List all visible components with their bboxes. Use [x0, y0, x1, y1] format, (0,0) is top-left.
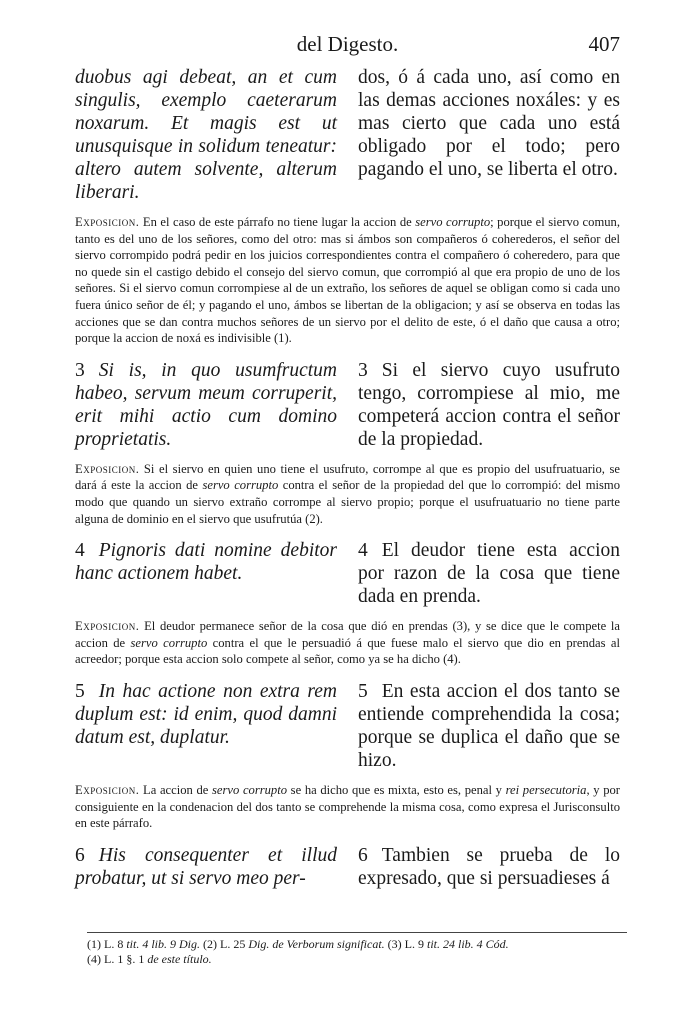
latin-text — [75, 844, 337, 890]
page-number: 407 — [588, 32, 620, 56]
exposition — [75, 618, 620, 668]
exposition — [75, 214, 620, 347]
footnote-ref: (3) L. 9 — [384, 937, 427, 951]
paragraph-number: 5 — [358, 680, 368, 702]
footnote-line — [87, 952, 627, 967]
paragraph-number: 4 — [358, 540, 368, 562]
paragraph-number: 4 — [75, 540, 85, 562]
latin-body: His consequenter et illud probatur, ut si servo meo per- — [75, 844, 337, 889]
spanish-text — [358, 539, 620, 608]
text-pair — [75, 539, 620, 608]
footnote-citation: tit. 4 lib. 9 Dig. — [126, 937, 200, 951]
text-pair — [75, 359, 620, 451]
exposition-italic: servo corrupto — [415, 215, 491, 229]
exposition-italic: servo corrupto — [130, 635, 208, 650]
paragraph-number: 3 — [358, 359, 368, 381]
exposition-italic: servo corrupto — [202, 478, 279, 493]
latin-body: Si is, in quo usumfructum habeo, servum meum corruperit, erit mihi actio cum domino proprietatis. — [75, 359, 337, 450]
exposition-lead: Exposicion. — [75, 461, 140, 476]
text-pair — [75, 844, 620, 890]
running-title: del Digesto. — [296, 32, 399, 56]
text-pair — [75, 66, 620, 204]
latin-body: In hac actione non extra rem duplum est: id enim, quod damni datum est, duplatur. — [75, 680, 337, 748]
spanish-body: Si el siervo cuyo usufruto tengo, corrompiese al mio, me competerá accion contra el señor de la propiedad. — [358, 359, 620, 450]
spanish-body: En esta accion el dos tanto se entiende comprehendida la cosa; porque se duplica el daño que se hizo. — [358, 680, 620, 771]
footnote-citation: tit. 24 lib. 4 Cód. — [426, 937, 509, 951]
exposition-text: El deudor permanece señor de la cosa que dió en prendas (3), y se dice que le compete la accion de — [75, 619, 620, 650]
footnote-line — [87, 937, 627, 952]
footnote-ref: (1) L. 8 — [87, 937, 127, 951]
exposition-text: contra el que le persuadió á que fuese malo el siervo que dio en prendas al acreedor; porque esta accion solo compete al señor, como ya se ha dicho (4). — [75, 635, 620, 667]
page — [75, 30, 620, 890]
text-pair — [75, 680, 620, 772]
running-header — [75, 30, 620, 64]
footnote-citation: Dig. de Verborum significat. — [248, 937, 385, 951]
latin-body: Pignoris dati nomine debitor hanc actionem habet. — [75, 540, 337, 585]
spanish-body: El deudor tiene esta accion por razon de la cosa que tiene dada en prenda. — [358, 540, 620, 608]
exposition — [75, 461, 620, 527]
exposition — [75, 782, 620, 832]
paragraph-number: 3 — [75, 359, 85, 381]
footnotes — [87, 932, 627, 967]
spanish-text — [358, 844, 620, 890]
exposition-text: contra el señor de la propiedad del que lo corrompió: del mismo modo que quando un siervo extraño corrompe al siervo propio; porque el usufruatuario no tiene parte alguna de dominio en el siervo que usufrutúa (2). — [75, 478, 620, 526]
paragraph-number: 6 — [358, 844, 368, 866]
paragraph-number: 6 — [75, 844, 85, 866]
latin-text — [75, 539, 337, 608]
exposition-lead: Exposicion. — [75, 215, 140, 229]
exposition-text: ; porque el siervo comun, tanto es del uno de los señores, como del otro: mas si ámbos son compañeros ó coherederos, el señor del siervo corrompido podrá pedir en los juicios correspondientes contra el compañero ó coheredero, para que no quede sin el castigo debido el consejo del siervo comun, que corrompió al que era propio de uno de los señores. Si el siervo comun corrompiese al de un extraño, los señores de aquel se obligan como si cada uno fuera único señor de él; y pagando el uno, ámbos se libertan de la obligacion; y así se observa en todas las acciones que se dan contra muchos señores de un siervo por el delito de este, ó el daño que causa a otro; porque la accion de noxá es indivisible (1). — [75, 215, 620, 346]
spanish-text: dos, ó á cada uno, así como en las demas acciones noxáles: y es mas cierto que cada uno está obligado por el todo; pero pagando el uno, se liberta el otro. — [358, 67, 620, 180]
latin-text — [75, 680, 337, 772]
spanish-text — [358, 680, 620, 772]
latin-text — [75, 359, 337, 451]
exposition-text: , y por consiguiente en la condenacion del dos tanto se comprehende la misma cosa, como expresa el Jurisconsulto en este párrafo. — [75, 782, 620, 831]
exposition-text: se ha dicho que es mixta, esto es, penal y — [287, 782, 506, 797]
exposition-lead: Exposicion. — [75, 782, 140, 797]
spanish-text — [358, 359, 620, 451]
spanish-body: Tambien se prueba de lo expresado, que si persuadieses á — [358, 844, 620, 889]
latin-text: duobus agi debeat, an et cum singulis, exemplo caeterarum noxarum. Et magis est ut unusquisque in solidum teneatur: altero autem solvente, alterum liberari. — [75, 67, 337, 203]
paragraph-number: 5 — [75, 680, 85, 702]
footnote-citation: de este título. — [147, 952, 212, 966]
exposition-text: En el caso de este párrafo no tiene lugar la accion de — [139, 215, 416, 229]
exposition-lead: Exposicion. — [75, 619, 140, 634]
exposition-text: Si el siervo en quien uno tiene el usufruto, corrompe al que es propio del usufruatuario, se dará á este la accion de — [75, 461, 620, 493]
footnote-ref: (4) L. 1 §. 1 — [87, 952, 148, 966]
exposition-text: La accion de — [139, 782, 213, 797]
footnote-ref: (2) L. 25 — [200, 937, 249, 951]
exposition-italic: servo corrupto — [212, 782, 288, 797]
exposition-italic: rei persecutoria — [505, 782, 587, 797]
